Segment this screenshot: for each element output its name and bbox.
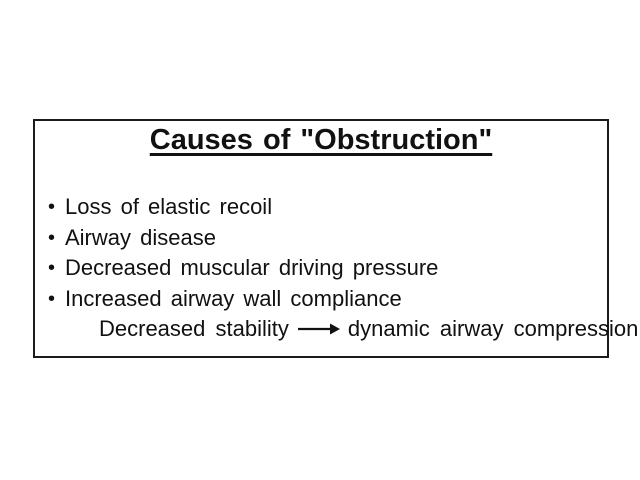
bullet-dot-icon: •	[48, 226, 56, 249]
list-item	[35, 253, 607, 284]
list-item	[35, 192, 607, 223]
subline-after-arrow-text: dynamic airway compression	[347, 316, 639, 341]
subline-before-arrow-text: Decreased stability	[99, 316, 289, 341]
content-box	[33, 119, 639, 358]
bullet-dot-icon: •	[48, 257, 56, 279]
list-item	[35, 223, 607, 254]
bullet-list	[35, 192, 607, 314]
bullet-dot-icon: •	[48, 287, 56, 310]
subline	[35, 314, 639, 345]
bullet-text: Decreased muscular driving pressure	[65, 255, 439, 280]
slide-title	[35, 121, 607, 157]
right-arrow-icon	[297, 322, 341, 336]
bullet-text: Airway disease	[65, 224, 216, 250]
list-item	[35, 284, 607, 315]
bullet-text: Loss of elastic recoil	[65, 194, 273, 219]
bullet-dot-icon: •	[48, 196, 56, 218]
slide-title-text: Causes of "Obstruction"	[149, 124, 493, 156]
bullet-text: Increased airway wall compliance	[65, 285, 402, 311]
